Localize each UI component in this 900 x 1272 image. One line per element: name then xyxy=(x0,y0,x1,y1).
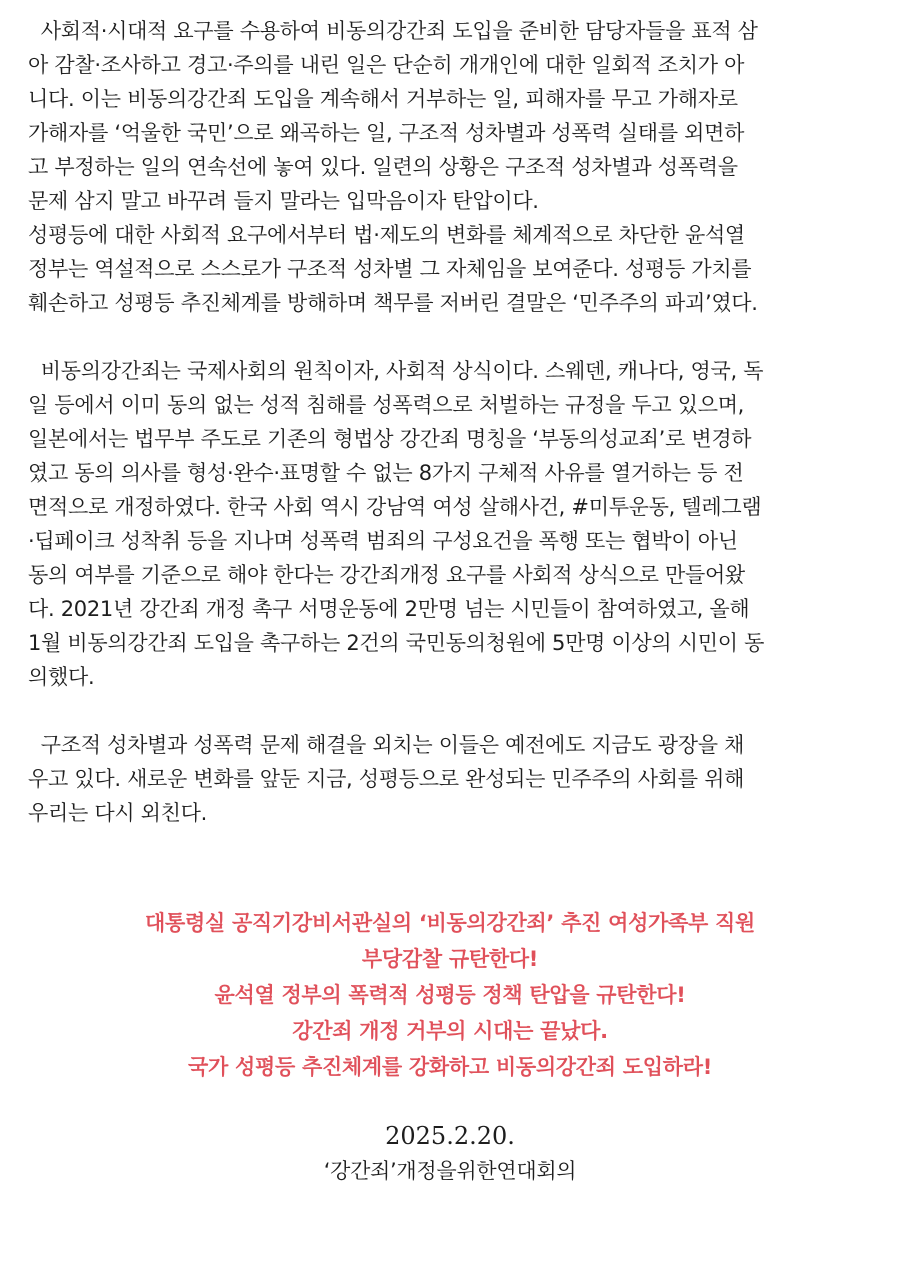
text-line: 동의 여부를 기준으로 해야 한다는 강간죄개정 요구를 사회적 상식으로 만들어왔 xyxy=(28,563,745,587)
text-line: 우리는 다시 외친다. xyxy=(28,801,208,825)
text-line: 고 부정하는 일의 연속선에 놓여 있다. 일련의 상황은 구조적 성차별과 성폭력을 xyxy=(28,155,738,179)
text-line: 훼손하고 성평등 추진체계를 방해하며 책무를 저버린 결말은 ‘민주주의 파괴’였다. xyxy=(28,291,758,315)
text-line: 아 감찰·조사하고 경고·주의를 내린 일은 단순히 개개인에 대한 일회적 조치가 아 xyxy=(28,53,745,77)
statement-date: 2025.2.20. xyxy=(385,1122,515,1150)
demand-line: 부당감찰 규탄한다! xyxy=(361,947,539,971)
text-line: 구조적 성차별과 성폭력 문제 해결을 외치는 이들은 예전에도 지금도 광장을 채 xyxy=(28,733,745,757)
demand-line: 대통령실 공직기강비서관실의 ‘비동의강간죄’ 추진 여성가족부 직원 xyxy=(144,911,756,935)
text-line: 우고 있다. 새로운 변화를 앞둔 지금, 성평등으로 완성되는 민주주의 사회를 위해 xyxy=(28,767,745,791)
text-line: 성평등에 대한 사회적 요구에서부터 법·제도의 변화를 체계적으로 차단한 윤석열 xyxy=(28,223,745,247)
text-line: 였고 동의 의사를 형성·완수·표명할 수 없는 8가지 구체적 사유를 열거하는 등 전 xyxy=(28,461,744,485)
paragraph-gap xyxy=(28,694,888,728)
paragraph-2 xyxy=(28,354,888,694)
text-line: 사회적·시대적 요구를 수용하여 비동의강간죄 도입을 준비한 담당자들을 표적 삼 xyxy=(28,19,758,43)
organization-name: ‘강간죄’개정을위한연대회의 xyxy=(323,1159,577,1183)
text-line: 일 등에서 이미 동의 없는 성적 침해를 성폭력으로 처벌하는 규정을 두고 있으며, xyxy=(28,393,745,417)
paragraph-3 xyxy=(28,728,888,830)
text-line: 정부는 역설적으로 스스로가 구조적 성차별 그 자체임을 보여준다. 성평등 가치를 xyxy=(28,257,752,281)
text-line: 가해자를 ‘억울한 국민’으로 왜곡하는 일, 구조적 성차별과 성폭력 실태를 외면하 xyxy=(28,121,745,145)
paragraph-1 xyxy=(28,14,888,320)
text-line: 1월 비동의강간죄 도입을 촉구하는 2건의 국민동의청원에 5만명 이상의 시민이 동 xyxy=(28,631,765,655)
demand-line: 윤석열 정부의 폭력적 성평등 정책 탄압을 규탄한다! xyxy=(214,983,686,1007)
text-line: ·딥페이크 성착취 등을 지나며 성폭력 범죄의 구성요건을 폭행 또는 협박이 아닌 xyxy=(28,529,738,553)
paragraph-gap xyxy=(28,320,888,354)
text-line: 문제 삼지 말고 바꾸려 들지 말라는 입막음이자 탄압이다. xyxy=(28,189,539,213)
text-line: 비동의강간죄는 국제사회의 원칙이자, 사회적 상식이다. 스웨덴, 캐나다, 영국, 독 xyxy=(28,359,764,383)
text-line: 의했다. xyxy=(28,665,95,689)
text-line: 면적으로 개정하였다. 한국 사회 역시 강남역 여성 살해사건, #미투운동, 텔레그램 xyxy=(28,495,762,519)
text-line: 일본에서는 법무부 주도로 기존의 형법상 강간죄 명칭을 ‘부동의성교죄’로 변경하 xyxy=(28,427,752,451)
statement-body xyxy=(28,14,888,830)
demand-line: 강간죄 개정 거부의 시대는 끝났다. xyxy=(292,1019,608,1043)
text-line: 니다. 이는 비동의강간죄 도입을 계속해서 거부하는 일, 피해자를 무고 가해자로 xyxy=(28,87,738,111)
demand-line: 국가 성평등 추진체계를 강화하고 비동의강간죄 도입하라! xyxy=(188,1055,712,1079)
text-line: 다. 2021년 강간죄 개정 촉구 서명운동에 2만명 넘는 시민들이 참여하였고, 올해 xyxy=(28,597,750,621)
demands-block xyxy=(0,905,900,1085)
